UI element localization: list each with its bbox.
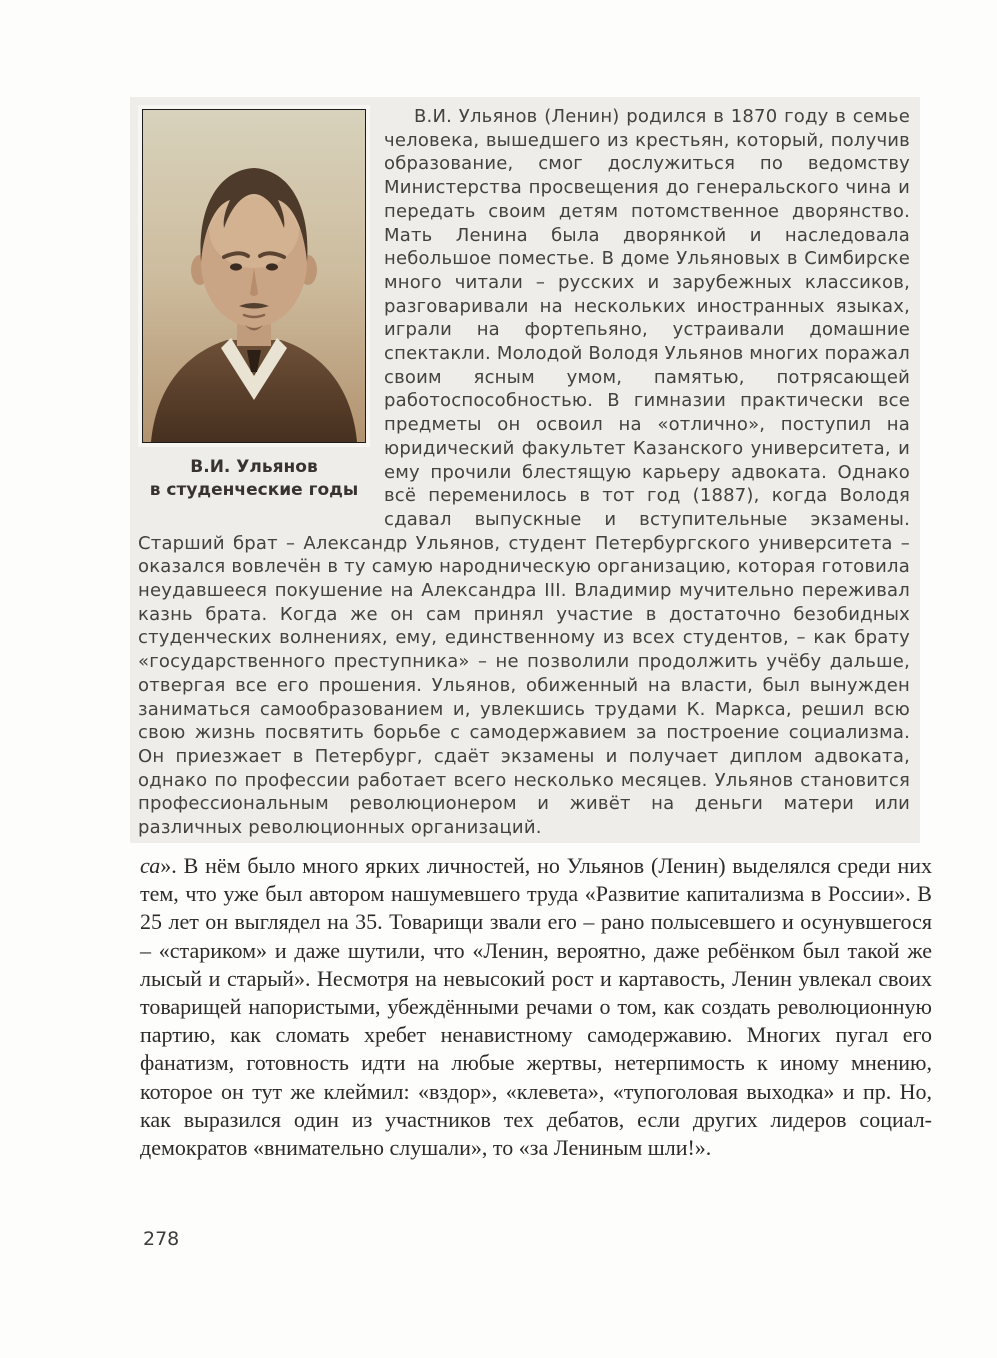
page-number: 278	[143, 1228, 180, 1250]
portrait-photo-frame	[138, 105, 370, 447]
main-paragraph-text: ». В нём было много ярких личностей, но Ульянов (Ленин) выделялся среди них тем, что уже был автором нашумевшего труда «Развитие капитализма в России». В 25 лет он выглядел на 35. Товарищи звали его – рано полысевшего и осунувшегося – «стариком» и даже шутили, что «Ленин, вероятно, даже ребёнком был такой же лысый и старый». Несмотря на невысокий рост и картавость, Ленин увлекал своих товарищей напористыми, убеждёнными речами о том, как создать революционную партию, как сломать хребет ненавистному самодержавию. Многих пугал его фанатизм, готовность идти на любые жертвы, нетерпимость к иному мнению, которое он тут же клеймил: «вздор», «клевета», «тупоголовая выходка» и пр. Но, как выразился один из участников тех дебатов, если других лидеров социал-демократов «внимательно слушали», то «за Лениным шли!».	[140, 853, 932, 1161]
portrait-caption-line2: в студенческие годы	[149, 480, 359, 501]
main-paragraph	[140, 852, 932, 1162]
main-text-section	[140, 852, 932, 1162]
portrait-caption	[138, 456, 370, 503]
portrait-caption-line1: В.И. Ульянов	[190, 457, 318, 477]
carryover-word-fragment: са	[140, 853, 161, 878]
portrait-figure	[138, 105, 370, 503]
biography-infobox	[130, 97, 920, 843]
young-lenin-portrait-icon	[142, 109, 366, 443]
infobox-biography-text: В.И. Ульянов (Ленин) родился в 1870 году в семье человека, вышедшего из крестьян, который, получив образование, смог дослужиться по ведомству Министерства просвещения до генеральского чина и передать своим детям потомственное дворянство. Мать Ленина была дворянкой и наследовала небольшое поместье. В доме Ульяновых в Симбирске много читали – русских и зарубежных классиков, разговаривали на нескольких иностранных языках, играли на фортепьяно, устраивали домашние спектакли. Молодой Володя Ульянов многих поражал своим ясным умом, памятью, потрясающей работоспособностью. В гимназии практически все предметы он освоил на «отлично», поступил на юридический факультет Казанского университета, и ему прочили блестящую карьеру адвоката. Однако всё переменилось в тот год (1887), когда Володя сдавал выпускные и вступительные экзамены. Старший брат – Александр Ульянов, студент Петербургского университета – оказался вовлечён в ту самую народническую организацию, которая готовила неудавшееся покушение на Александра III. Владимир мучительно переживал казнь брата. Когда же он сам принял участие в достаточно безобидных студенческих волнениях, ему, единственному из всех студентов, – как брату «государственного преступника» – не позволили продолжить учёбу дальше, отвергая все его прошения. Ульянов, обиженный на власти, был вынужден заниматься самообразованием и, увлекшись трудами К. Маркса, решил всю свою жизнь посвятить борьбе с самодержавием за построение социализма. Он приезжает в Петербург, сдаёт экзамены и получает диплом адвоката, однако по профессии работает всего несколько месяцев. Ульянов становится профессиональным революционером и живёт на деньги матери или различных революционных организаций.	[138, 106, 910, 839]
